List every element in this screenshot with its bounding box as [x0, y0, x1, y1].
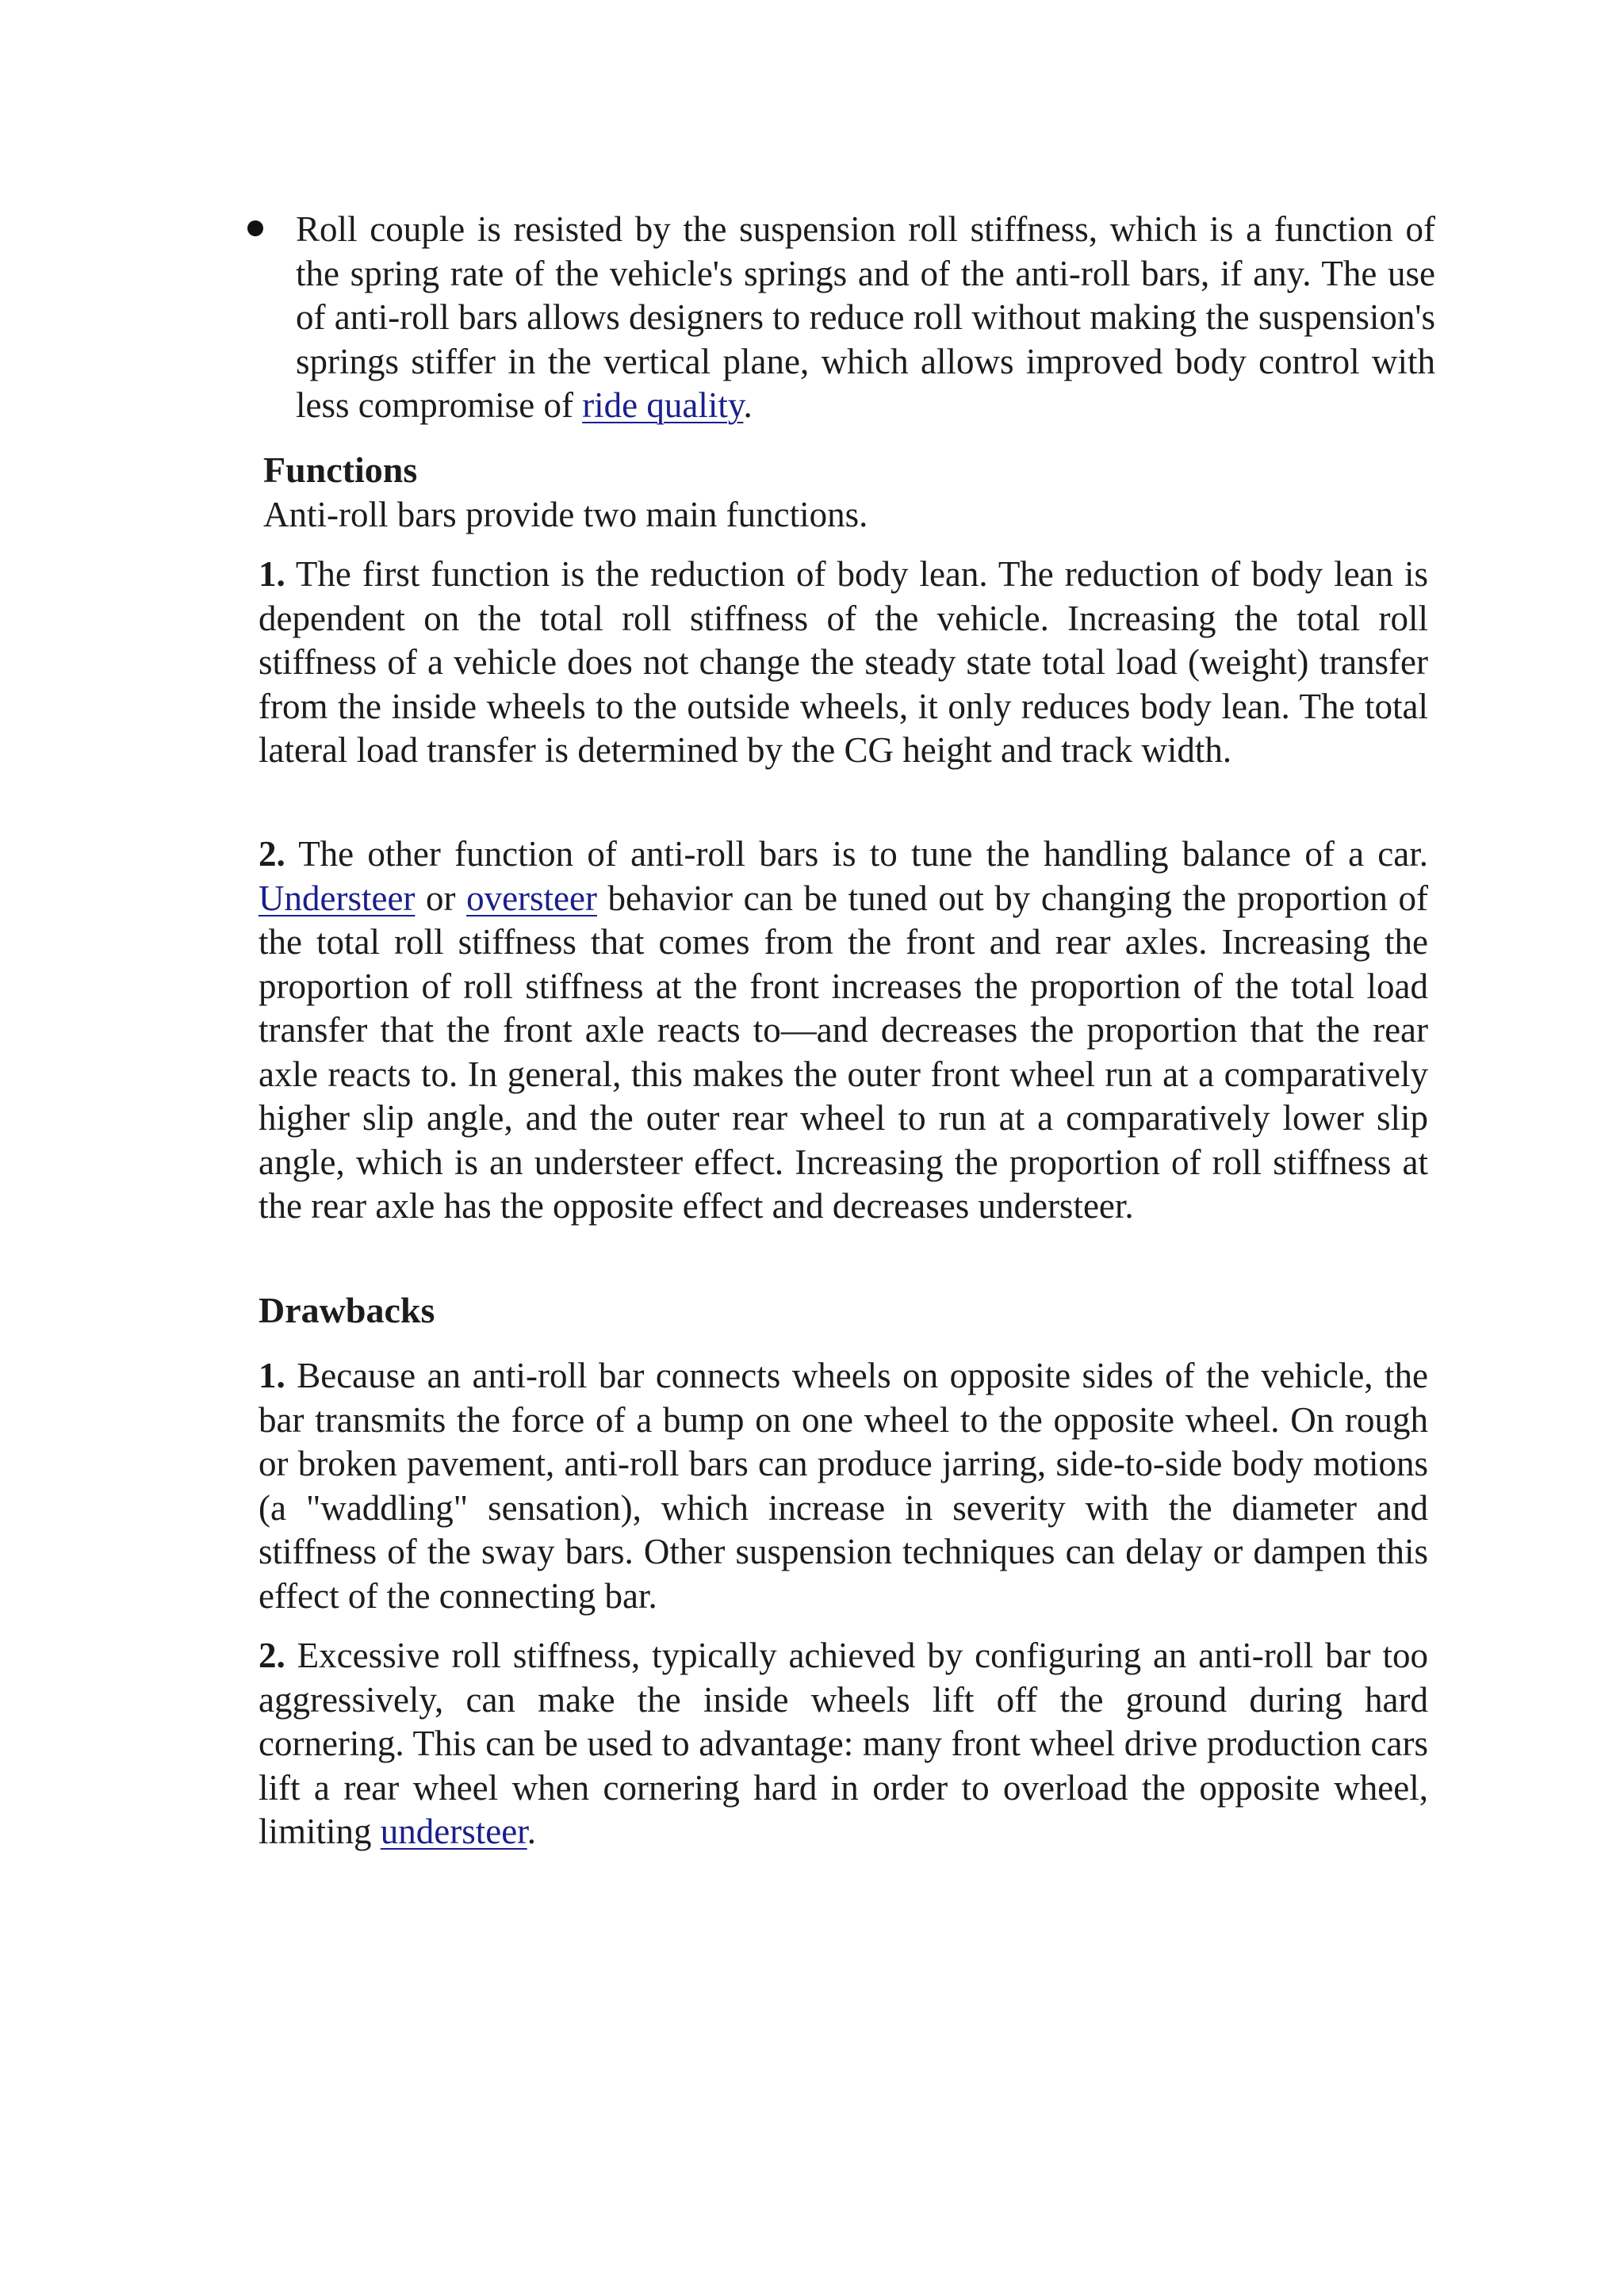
roll-couple-text	[296, 208, 1435, 428]
roll-couple-text-after: .	[743, 385, 753, 425]
functions-item-2-text-b: or	[415, 878, 467, 918]
functions-item-2	[259, 832, 1428, 1229]
roll-couple-text-before: Roll couple is resisted by the suspension roll stiffness, which is a function of the spring rate of the vehicle's springs and of the anti-roll bars, if any. The use of anti-roll bars allows designers to reduce roll without making the suspension's springs stiffer in the vertical plane, which allows improved body control with less compromise of	[296, 209, 1435, 425]
drawbacks-item-2-text-a: Excessive roll stiffness, typically achieved by configuring an anti-roll bar too aggressively, can make the inside wheels lift off the ground during hard cornering. This can be used to advantage: many front wheel drive production cars lift a rear wheel when cornering hard in order to overload the opposite wheel, limiting	[259, 1636, 1428, 1851]
drawbacks-heading: Drawbacks	[259, 1290, 435, 1330]
drawbacks-item-1-text: Because an anti-roll bar connects wheels on opposite sides of the vehicle, the bar transmits the force of a bump on one wheel to the opposite wheel. On rough or broken pavement, anti-roll bars can produce jarring, side-to-side body motions (a "waddling" sensation), which increase in severity with the diameter and stiffness of the sway bars. Other suspension techniques can delay or dampen this effect of the connecting bar.	[259, 1356, 1428, 1616]
functions-item-1-number: 1.	[259, 554, 285, 594]
roll-couple-bullet	[238, 208, 1435, 428]
drawbacks-item-2-number: 2.	[259, 1636, 285, 1675]
understeer-link[interactable]: Understeer	[259, 878, 416, 918]
functions-intro: Anti-roll bars provide two main functions.	[263, 495, 868, 534]
functions-heading: Functions	[263, 450, 418, 490]
functions-item-1-text: The first function is the reduction of body lean. The reduction of body lean is dependent on the total roll stiffness of the vehicle. Increasing the total roll stiffness of a vehicle does not change the steady state total load (weight) transfer from the inside wheels to the outside wheels, it only reduces body lean. The total lateral load transfer is determined by the CG height and track width.	[259, 554, 1428, 770]
oversteer-link[interactable]: oversteer	[466, 878, 597, 918]
functions-item-2-text-c: behavior can be tuned out by changing the proportion of the total roll stiffness that comes from the front and rear axles. Increasing the proportion of roll stiffness at the front increases the proportion of the total load transfer that the front axle reacts to—and decreases the proportion that the rear axle reacts to. In general, this makes the outer front wheel run at a comparatively higher slip angle, and the outer rear wheel to run at a comparatively lower slip angle, which is an understeer effect. Increasing the proportion of roll stiffness at the rear axle has the opposite effect and decreases understeer.	[259, 878, 1428, 1226]
functions-item-1	[259, 553, 1428, 773]
drawbacks-item-1-number: 1.	[259, 1356, 285, 1395]
understeer-link-2[interactable]: understeer	[380, 1812, 527, 1851]
drawbacks-item-1	[259, 1354, 1428, 1618]
ride-quality-link[interactable]: ride quality	[582, 385, 744, 425]
bullet-dot-icon	[247, 220, 263, 236]
drawbacks-item-2	[259, 1634, 1428, 1854]
functions-item-2-number: 2.	[259, 834, 285, 874]
drawbacks-item-2-text-b: .	[527, 1812, 536, 1851]
functions-item-2-text-a: The other function of anti-roll bars is to tune the handling balance of a car.	[285, 834, 1428, 874]
